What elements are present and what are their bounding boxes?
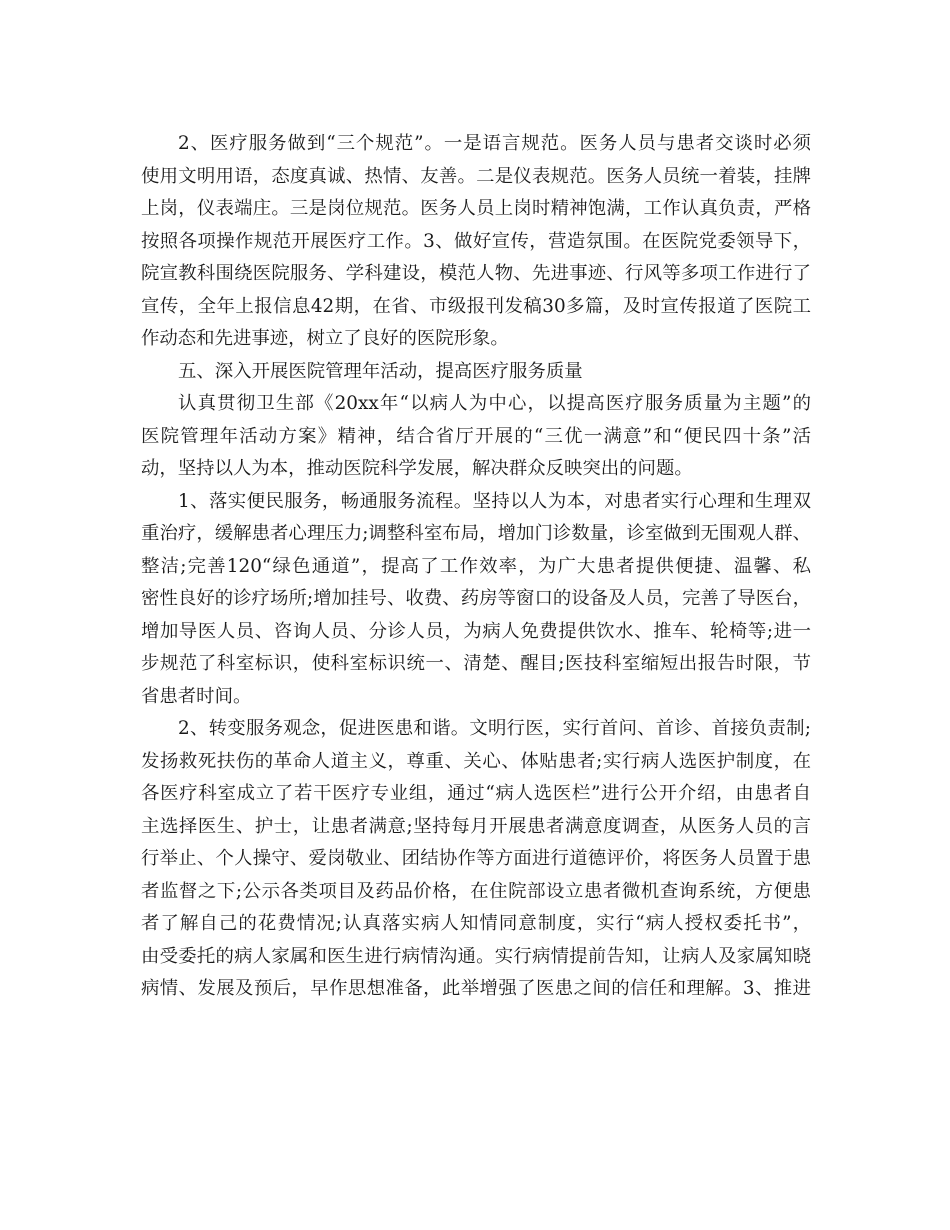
paragraph-line: 密性良好的诊疗场所;增加挂号、收费、药房等窗口的设备及人员，完善了导医台， [141,588,811,609]
paragraph-line: 作动态和先进事迹，树立了良好的医院形象。 [141,328,509,349]
paragraph-line: 重治疗，缓解患者心理压力;调整科室布局，增加门诊数量，诊室做到无围观人群、 [141,523,811,544]
paragraph-line: 病情、发展及预后，早作思想准备，此举增强了医患之间的信任和理解。3、推进 [141,978,811,999]
paragraph-line: 者监督之下;公示各类项目及药品价格，在住院部设立患者微机查询系统，方便患 [141,880,811,902]
paragraph-line: 步规范了科室标识，使科室标识统一、清楚、醒目;医技科室缩短出报告时限，节 [141,653,811,674]
paragraph-line: 省患者时间。 [141,685,252,707]
paragraph-line: 行举止、个人操守、爱岗敬业、团结协作等方面进行道德评价，将医务人员置于患 [141,848,811,869]
document-body [141,128,811,1006]
paragraph-line: 按照各项操作规范开展医疗工作。3、做好宣传，营造氛围。在医院党委领导下， [141,230,811,252]
paragraph-line: 上岗，仪表端庄。三是岗位规范。医务人员上岗时精神饱满，工作认真负责，严格 [141,198,811,219]
paragraph-line: 整洁;完善120“绿色通道”，提高了工作效率，为广大患者提供便捷、温馨、私 [141,555,811,577]
section-heading: 五、深入开展医院管理年活动，提高医疗服务质量 [178,360,583,382]
paragraph-line: 动，坚持以人为本，推动医院科学发展，解决群众反映突出的问题。 [141,458,693,479]
paragraph-line: 发扬救死扶伤的革命人道主义，尊重、关心、体贴患者;实行病人选医护制度，在 [141,750,811,772]
paragraph-line: 各医疗科室成立了若干医疗专业组，通过“病人选医栏”进行公开介绍，由患者自 [141,783,811,804]
paragraph-line: 主选择医生、护士，让患者满意;坚持每月开展患者满意度调查，从医务人员的言 [141,815,811,837]
paragraph-line: 增加导医人员、咨询人员、分诊人员，为病人免费提供饮水、推车、轮椅等;进一 [141,620,811,642]
paragraph-line: 2、医疗服务做到“三个规范”。一是语言规范。医务人员与患者交谈时必须 [178,133,811,154]
paragraph-line: 者了解自己的花费情况;认真落实病人知情同意制度，实行“病人授权委托书”， [141,913,811,934]
paragraph-line: 院宣教科围绕医院服务、学科建设，模范人物、先进事迹、行风等多项工作进行了 [141,263,811,284]
paragraph-line: 认真贯彻卫生部《20xx年“以病人为中心，以提高医疗服务质量为主题”的 [178,393,811,414]
paragraph-line: 1、落实便民服务，畅通服务流程。坚持以人为本，对患者实行心理和生理双 [178,490,811,512]
paragraph-line: 宣传，全年上报信息42期，在省、市级报刊发稿30多篇，及时宣传报道了医院工 [141,295,811,317]
paragraph-line: 2、转变服务观念，促进医患和谐。文明行医，实行首问、首诊、首接负责制; [178,718,811,739]
paragraph-line: 使用文明用语，态度真诚、热情、友善。二是仪表规范。医务人员统一着装，挂牌 [141,165,811,187]
paragraph-line: 由受委托的病人家属和医生进行病情沟通。实行病情提前告知，让病人及家属知晓 [141,945,811,967]
paragraph-line: 医院管理年活动方案》精神，结合省厅开展的“三优一满意”和“便民四十条”活 [141,425,811,447]
